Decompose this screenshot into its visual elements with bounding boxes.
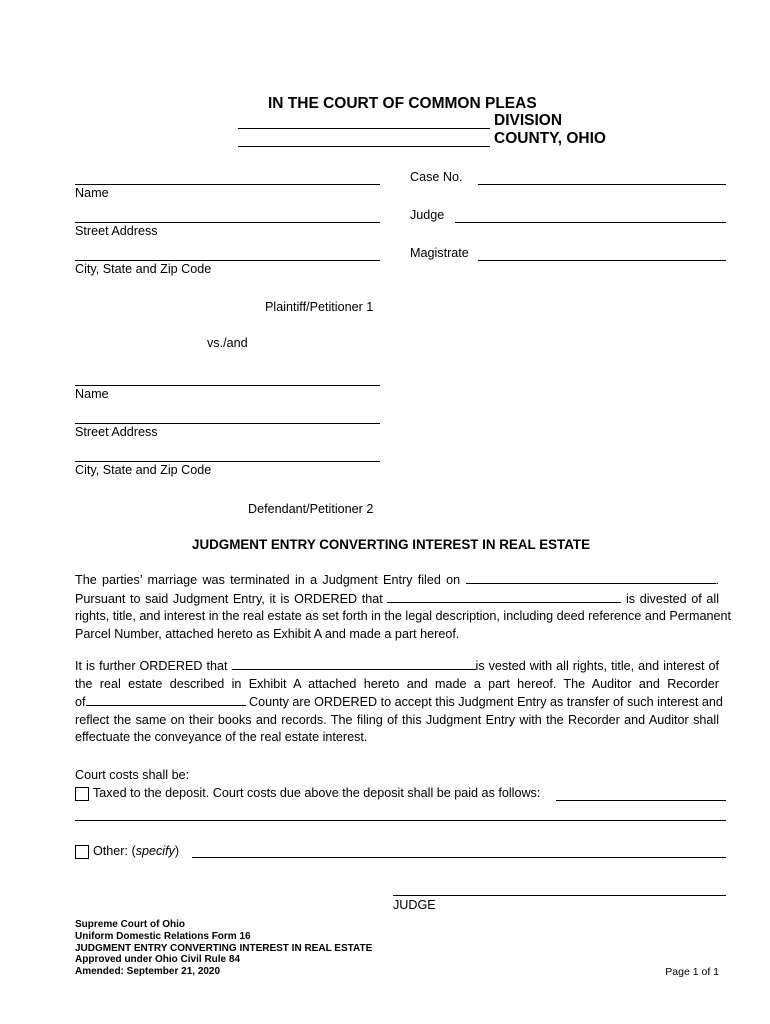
page-number: Page 1 of 1 <box>665 966 719 978</box>
defendant-name-line[interactable] <box>75 385 380 386</box>
para1-line4: Parcel Number, attached hereto as Exhibit A and made a part hereof. <box>75 626 460 641</box>
defendant-city-label: City, State and Zip Code <box>75 463 212 477</box>
payment-terms-line[interactable] <box>556 800 726 801</box>
para2-line5: effectuate the conveyance of the real estate interest. <box>75 730 368 744</box>
court-title: IN THE COURT OF COMMON PLEAS <box>268 95 537 112</box>
county-label: COUNTY, OHIO <box>494 130 606 147</box>
plaintiff-city-label: City, State and Zip Code <box>75 262 212 276</box>
footer-line-4: Approved under Ohio Civil Rule 84 <box>75 954 241 966</box>
footer-line-2: Uniform Domestic Relations Form 16 <box>75 930 251 942</box>
judge-blank-line[interactable] <box>455 222 726 223</box>
defendant-name-label: Name <box>75 387 109 401</box>
defendant-street-label: Street Address <box>75 425 158 439</box>
para2-line2: the real estate described in Exhibit A attached hereto and made a part hereof. The Auditor and Recorder <box>75 676 719 691</box>
case-no-blank-line[interactable] <box>478 184 726 185</box>
defendant-role-label: Defendant/Petitioner 2 <box>248 502 374 516</box>
para1-line1: The parties’ marriage was terminated in a Judgment Entry filed on . <box>75 573 720 587</box>
paragraph-termination <box>75 571 731 643</box>
division-label: DIVISION <box>494 112 563 129</box>
para2-line3: of County are ORDERED to accept this Judgment Entry as transfer of such interest and <box>75 695 723 709</box>
magistrate-label: Magistrate <box>410 246 469 260</box>
costs-heading: Court costs shall be: <box>75 768 190 782</box>
plaintiff-name-label: Name <box>75 186 109 200</box>
footer-line-1: Supreme Court of Ohio <box>75 919 185 930</box>
form-footer <box>75 919 372 978</box>
judge-signature-label: JUDGE <box>393 898 436 912</box>
paragraph-vesting <box>75 657 723 747</box>
other-costs-checkbox[interactable] <box>75 845 89 859</box>
judge-label: Judge <box>410 208 445 222</box>
form-title: JUDGMENT ENTRY CONVERTING INTEREST IN REAL ESTATE <box>192 537 591 552</box>
plaintiff-name-line[interactable] <box>75 184 380 185</box>
taxed-to-deposit-label: Taxed to the deposit. Court costs due above the deposit shall be paid as follows: <box>93 786 541 800</box>
divested-party-blank[interactable] <box>387 590 621 603</box>
other-costs-specify-line[interactable] <box>192 857 726 858</box>
versus-label: vs./and <box>207 336 248 350</box>
county-name-blank[interactable] <box>86 693 246 706</box>
division-blank-line[interactable] <box>238 128 490 129</box>
judge-signature-line[interactable] <box>393 895 726 896</box>
para2-line4: reflect the same on their books and records. The filing of this Judgment Entry with the Recorder and Auditor shall <box>75 712 719 727</box>
county-blank-line[interactable] <box>238 146 490 147</box>
plaintiff-street-label: Street Address <box>75 224 158 238</box>
para1-line2: Pursuant to said Judgment Entry, it is ORDERED that is divested of all <box>75 591 720 606</box>
para2-line1: It is further ORDERED that is vested with all rights, title, and interest of <box>75 659 720 673</box>
vested-party-blank[interactable] <box>232 657 476 670</box>
payment-terms-line-2[interactable] <box>75 820 726 821</box>
magistrate-blank-line[interactable] <box>478 260 726 261</box>
taxed-to-deposit-checkbox[interactable] <box>75 787 89 801</box>
footer-line-3: JUDGMENT ENTRY CONVERTING INTEREST IN REAL ESTATE <box>75 942 373 954</box>
plaintiff-role-label: Plaintiff/Petitioner 1 <box>265 300 374 314</box>
footer-line-5: Amended: September 21, 2020 <box>75 966 221 978</box>
filed-date-blank[interactable] <box>466 571 716 584</box>
case-no-label: Case No. <box>410 170 463 184</box>
other-costs-label: Other: (specify) <box>93 844 180 858</box>
para1-line3: rights, title, and interest in the real estate as set forth in the legal description, including deed reference and Permanent <box>75 609 731 623</box>
